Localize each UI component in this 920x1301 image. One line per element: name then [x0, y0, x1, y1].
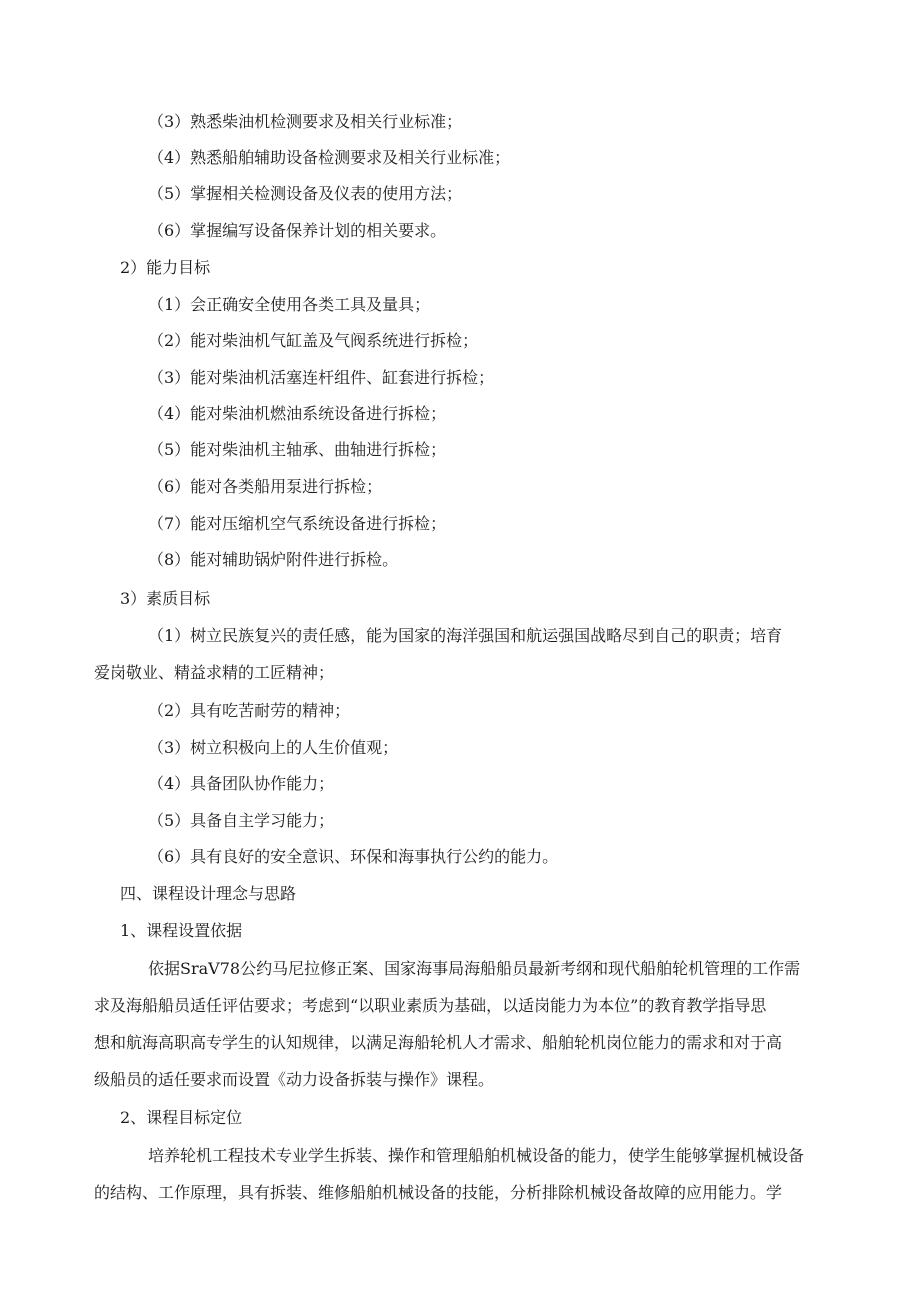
quality-item-2: （2）具有吃苦耐劳的精神；: [148, 701, 351, 720]
quality-item-1-line-1: （1）树立民族复兴的责任感，能为国家的海洋强国和航运强国战略尽到自己的职责；培育: [148, 626, 783, 645]
quality-item-3: （3）树立积极向上的人生价值观；: [148, 738, 399, 757]
ability-item-8: （8）能对辅助锅炉附件进行拆检。: [148, 550, 399, 569]
ability-item-3: （3）能对柴油机活塞连杆组件、缸套进行拆检；: [148, 368, 495, 387]
knowledge-item-5: （5）掌握相关检测设备及仪表的使用方法；: [148, 184, 463, 203]
quality-item-1-line-2: 爱岗敬业、精益求精的工匠精神；: [94, 663, 335, 682]
quality-heading: 3）素质目标: [120, 589, 211, 608]
ability-item-2: （2）能对柴油机气缸盖及气阀系统进行拆检；: [148, 331, 479, 350]
ability-item-6: （6）能对各类船用泵进行拆检；: [148, 477, 383, 496]
ability-item-7: （7）能对压缩机空气系统设备进行拆检；: [148, 514, 447, 533]
section-4-2-para-line-1: 培养轮机工程技术专业学生拆装、操作和管理船舶机械设备的能力，使学生能够掌握机械设备: [148, 1146, 805, 1165]
section-4-heading: 四、课程设计理念与思路: [120, 884, 297, 903]
section-4-1-heading: 1、课程设置依据: [120, 921, 243, 940]
section-4-1-para-line-3: 想和航海高职高专学生的认知规律，以满足海船轮机人才需求、船舶轮机岗位能力的需求和对于高: [94, 1033, 783, 1052]
ability-item-1: （1）会正确安全使用各类工具及量具；: [148, 295, 431, 314]
knowledge-item-6: （6）掌握编写设备保养计划的相关要求。: [148, 221, 447, 240]
knowledge-item-3: （3）熟悉柴油机检测要求及相关行业标准；: [148, 112, 463, 131]
ability-item-5: （5）能对柴油机主轴承、曲轴进行拆检；: [148, 440, 447, 459]
section-4-2-heading: 2、课程目标定位: [120, 1108, 243, 1127]
section-4-1-para-line-4: 级船员的适任要求而设置《动力设备拆装与操作》课程。: [94, 1070, 495, 1089]
quality-item-6: （6）具有良好的安全意识、环保和海事执行公约的能力。: [148, 847, 559, 866]
knowledge-item-4: （4）熟悉船舶辅助设备检测要求及相关行业标准；: [148, 148, 511, 167]
section-4-1-para-line-2: 求及海船船员适任评估要求；考虑到“以职业素质为基础，以适岗能力为本位”的教育教学指导思: [94, 996, 767, 1015]
ability-heading: 2）能力目标: [120, 258, 211, 277]
ability-item-4: （4）能对柴油机燃油系统设备进行拆检；: [148, 404, 447, 423]
quality-item-4: （4）具备团队协作能力；: [148, 774, 335, 793]
quality-item-5: （5）具备自主学习能力；: [148, 811, 335, 830]
section-4-1-para-line-1: 依据SraV78公约马尼拉修正案、国家海事局海船船员最新考纲和现代船舶轮机管理的工作需: [148, 959, 801, 978]
section-4-2-para-line-2: 的结构、工作原理，具有拆装、维修船舶机械设备的技能，分析排除机械设备故障的应用能力。学: [94, 1183, 783, 1202]
